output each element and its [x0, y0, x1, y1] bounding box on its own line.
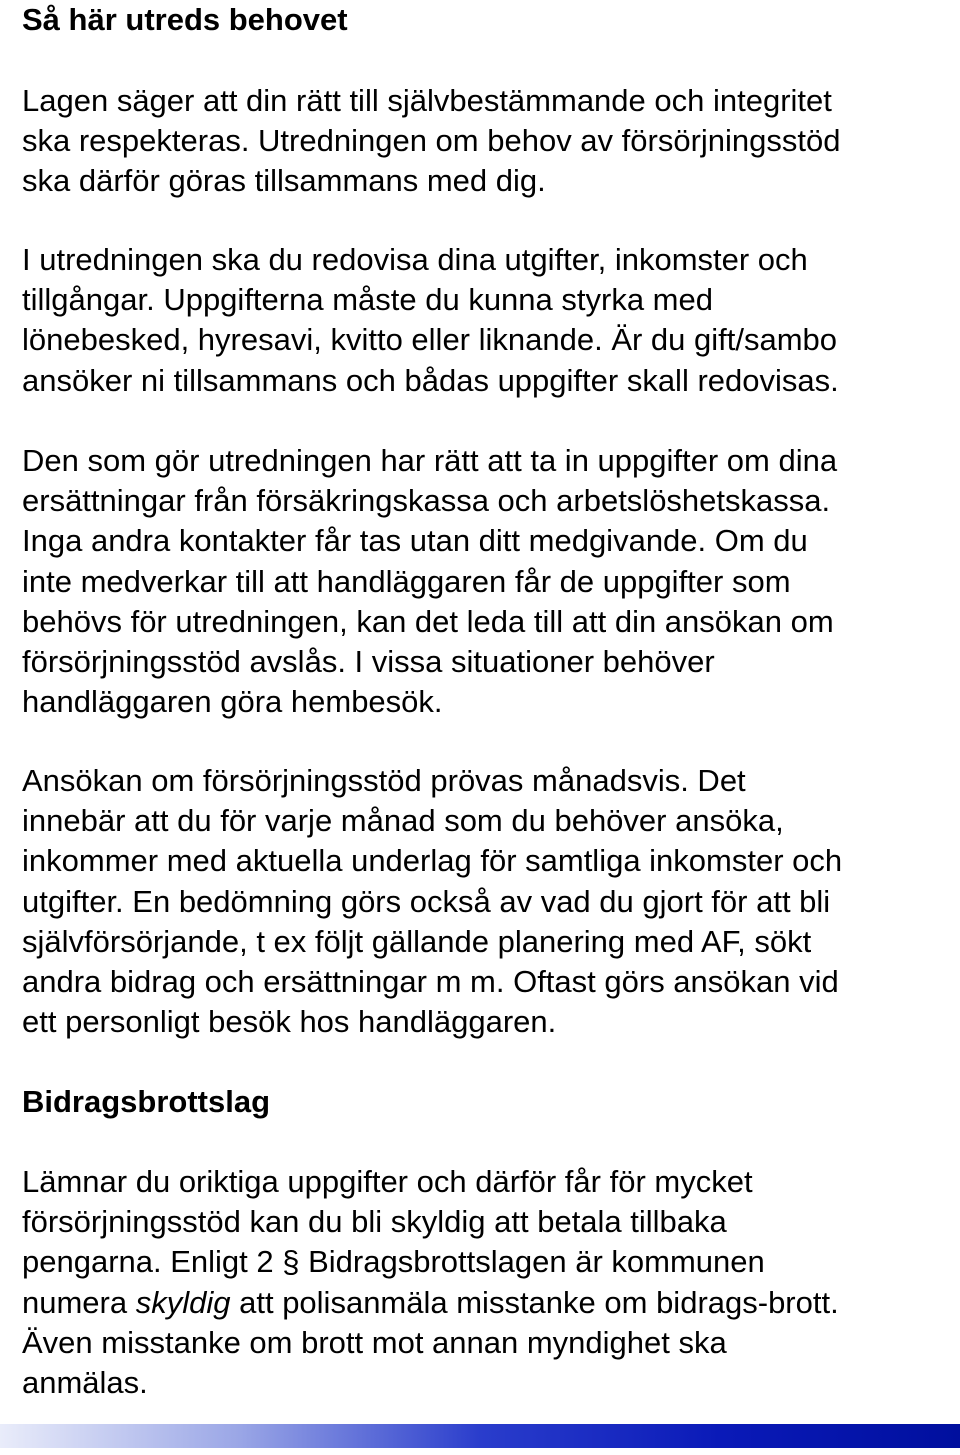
- paragraph-line: Inga andra kontakter får tas utan ditt medgivande. Om du: [22, 523, 808, 559]
- paragraph-line: anmälas.: [22, 1365, 148, 1401]
- text-run: att polisanmäla misstanke om bidrags-brott.: [230, 1284, 839, 1320]
- paragraph-line: ansöker ni tillsammans och bådas uppgifter skall redovisas.: [22, 362, 839, 398]
- footer-gradient-bar: [0, 1424, 960, 1448]
- paragraph-line: [22, 1283, 839, 1323]
- paragraph-line: Den som gör utredningen har rätt att ta in uppgifter om dina: [22, 443, 838, 478]
- paragraph-uppgifter: [22, 441, 837, 722]
- paragraph-line: I utredningen ska du redovisa dina utgifter, inkomster och: [22, 242, 808, 277]
- paragraph-line: behövs för utredningen, kan det leda till att din ansökan om: [22, 603, 834, 639]
- paragraph-line: andra bidrag och ersättningar m m. Oftast görs ansökan vid: [22, 964, 839, 1000]
- paragraph-line: pengarna. Enligt 2 § Bidragsbrottslagen är kommunen: [22, 1244, 765, 1280]
- paragraph-line: självförsörjande, t ex följt gällande planering med AF, sökt: [22, 923, 812, 959]
- paragraph-line: Lagen säger att din rätt till självbestämmande och integritet: [22, 83, 832, 118]
- paragraph-line: utgifter. En bedömning görs också av vad du gjort för att bli: [22, 883, 831, 919]
- paragraph-sjalvbestammande: [22, 81, 841, 202]
- paragraph-line: ska respekteras. Utredningen om behov av försörjningsstöd: [22, 123, 841, 159]
- paragraph-line: inte medverkar till att handläggaren får de uppgifter som: [22, 563, 791, 599]
- emphasized-word: skyldig: [135, 1284, 231, 1320]
- paragraph-line: ett personligt besök hos handläggaren.: [22, 1004, 557, 1040]
- paragraph-line: tillgångar. Uppgifterna måste du kunna styrka med: [22, 282, 713, 318]
- paragraph-manadsvis: [22, 761, 842, 1042]
- section-heading-bidragsbrottslag: Bidragsbrottslag: [22, 1084, 271, 1119]
- paragraph-line: ersättningar från försäkringskassa och arbetslöshetskassa.: [22, 483, 831, 519]
- paragraph-line: innebär att du för varje månad som du behöver ansöka,: [22, 803, 784, 839]
- paragraph-line: Ansökan om försörjningsstöd prövas månadsvis. Det: [22, 763, 746, 798]
- section-heading-utreds: Så här utreds behovet: [22, 2, 348, 37]
- paragraph-redovisa: [22, 240, 839, 401]
- paragraph-line: försörjningsstöd kan du bli skyldig att betala tillbaka: [22, 1204, 727, 1240]
- paragraph-line: inkommer med aktuella underlag för samtliga inkomster och: [22, 843, 843, 879]
- paragraph-line: ska därför göras tillsammans med dig.: [22, 163, 546, 199]
- paragraph-line: Även misstanke om brott mot annan myndighet ska: [22, 1324, 727, 1360]
- text-run: numera: [22, 1284, 136, 1320]
- paragraph-line: lönebesked, hyresavi, kvitto eller liknande. Är du gift/sambo: [22, 322, 838, 358]
- paragraph-line: försörjningsstöd avslås. I vissa situationer behöver: [22, 644, 715, 680]
- paragraph-bidragsbrott: [22, 1162, 839, 1403]
- paragraph-line: handläggaren göra hembesök.: [22, 684, 443, 720]
- paragraph-line: Lämnar du oriktiga uppgifter och därför får för mycket: [22, 1164, 753, 1199]
